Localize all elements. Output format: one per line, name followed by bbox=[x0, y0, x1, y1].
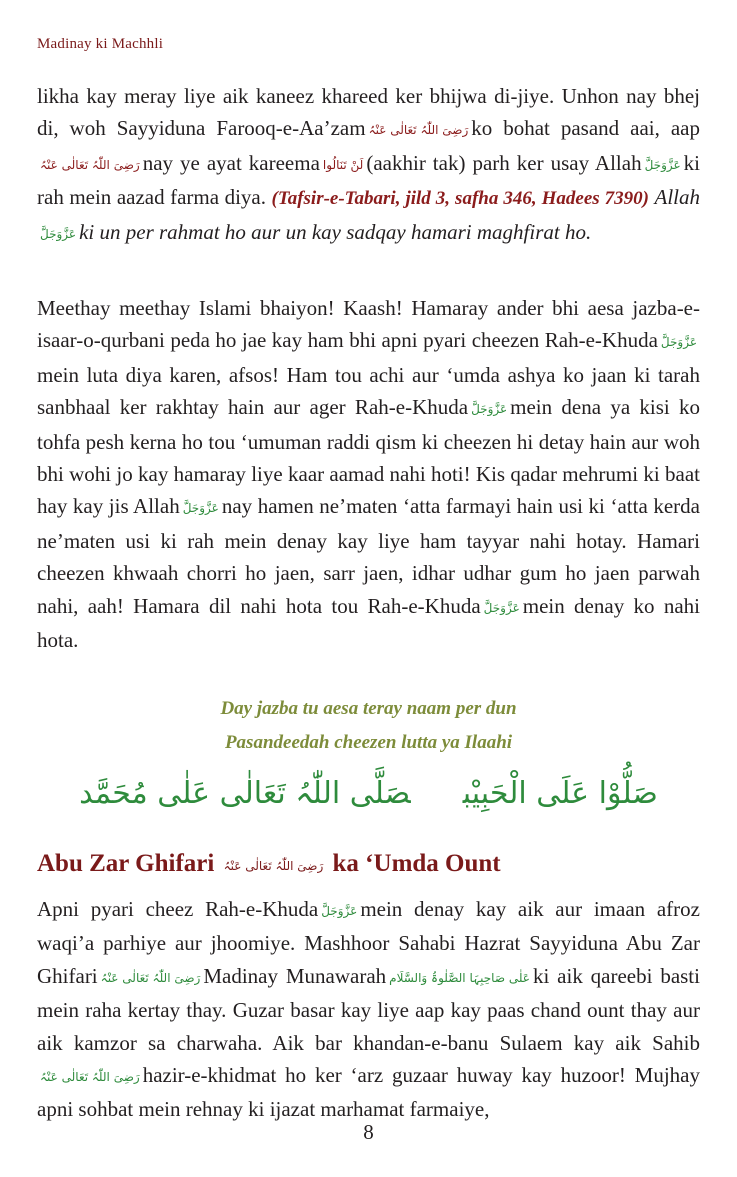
page-number: 8 bbox=[363, 1120, 374, 1144]
running-header: Madinay ki Machhli bbox=[37, 36, 164, 52]
paragraph-3: Apni pyari cheez Rah-e-Khuda عَزَّوَجَلَّ mein denay kay aik aur imaan afroz waqi’a parhiye aur jhoomiye. Mashhoor Sahabi Hazrat Sayyiduna Abu Zar Ghifari رَضِیَ اللّٰہُ تَعَالٰی عَنْہُ Madinay Munawarah عَلٰی صَاحِبِہَا الصَّلٰوۃُ وَالسَّلَام ki aik qareebi basti mein raha kertay thay. Guzar basar kay liye aap kay paas chand ount thay aur aik kamzor sa charwaha. Aik bar khandan-e-banu Sulaem kay aik Sahibرَضِیَ اللّٰہُ تَعَالٰی عَنْہُ hazir-e-khidmat ho ker ‘arz guzaar huway kay huzoor! Mujhay apni sohbat mein rehnay ki ijazat marhamat farmaiye, bbox=[37, 897, 700, 1122]
honorific-azza-wa-jal: عَزَّوَجَلَّ bbox=[660, 335, 697, 350]
honorific-azza-wa-jal: عَزَّوَجَلَّ bbox=[321, 904, 358, 918]
honorific-azza-wa-jal: عَزَّوَجَلَّ bbox=[182, 501, 219, 516]
honorific-radi-allahu-anhu: رَضِیَ اللّٰہُ تَعَالٰی عَنْہُ bbox=[223, 859, 324, 873]
paragraph-1: likha kay meray liye aik kaneez khareed ker bhijwa di-jiye. Unhon nay bhej di, woh Sayyiduna Farooq-e-Aa’zam رَضِیَ اللّٰہُ تَعَالٰی عَنْہُ ko bohat pasand aai, aapرَضِیَ اللّٰہُ تَعَالٰی عَنْہُ nay ye ayat kareema لَنْ تَنَالُوا (aakhir tak) parh ker usay Allah عَزَّوَجَلَّ ki rah mein aazad farma diya. (Tafsir-e-Tabari, jild 3, safha 346, Hadees 7390) Allahعَزَّوَجَلَّ ki un per rahmat ho aur un kay sadqay hamari maghfirat ho. bbox=[37, 80, 700, 250]
honorific-ala-sahibiha: عَلٰی صَاحِبِہَا الصَّلٰوۃُ وَالسَّلَام bbox=[389, 970, 530, 985]
durood-salu-alal-habib: صَلُّوْا عَلَی الْحَبِیْب bbox=[462, 776, 658, 811]
durood-sallallahu: صَلَّی اللّٰہُ تَعَالٰی عَلٰی مُحَمَّد bbox=[79, 776, 411, 811]
section-heading: Abu Zar Ghifari رَضِیَ اللّٰہُ تَعَالٰی عَنْہُ ka ‘Umda Ount bbox=[37, 850, 501, 877]
durood-line bbox=[37, 776, 700, 811]
ayat-lan-tanalu: لَنْ تَنَالُوا bbox=[322, 157, 364, 172]
reference-citation: (Tafsir-e-Tabari, jild 3, safha 346, Hadees 7390) bbox=[271, 188, 649, 210]
couplet-line-2: Pasandeedah cheezen lutta ya Ilaahi bbox=[224, 732, 513, 753]
honorific-azza-wa-jal: عَزَّوَجَلَّ bbox=[471, 402, 508, 417]
honorific-azza-wa-jal: عَزَّوَجَلَّ bbox=[483, 600, 520, 615]
honorific-radi-allahu-anhu: رَضِیَ اللّٰہُ تَعَالٰی عَنْہُ bbox=[40, 157, 140, 172]
paragraph-2: Meethay meethay Islami bhaiyon! Kaash! Hamaray ander bhi aesa jazba-e-isaar-o-qurbani peda ho jae kay ham bhi apni pyari cheezen Rah-e-Khuda عَزَّوَجَلَّmein luta diya karen, afsos! Ham tou achi aur ‘umda ashya ko jaan ki tarah sanbhaal ker rakhtay hain aur ager Rah-e-Khuda عَزَّوَجَلَّ mein dena ya kisi ko tohfa pesh kerna ho tou ‘umuman raddi qism ki cheezen hi detay hain aur woh bhi wohi jo kay hamaray liye kaar aamad nahi hoti! Kis qadar mehrumi ki baat hay kay jis Allah عَزَّوَجَلَّ nay hamen ne’maten ‘atta farmayi hain usi ki ‘atta kerda ne’maten usi ki rah mein denay kay liye ham tayyar nahi hotay. Hamari cheezen khwaah chorri ho jaen, sarr jaen, idhar udhar gum ho jaen parwah nahi, aah! Hamara dil nahi hota tou Rah-e-Khuda عَزَّوَجَلَّ mein denay ko nahi hota. bbox=[37, 296, 700, 653]
honorific-radi-allahu-anhu: رَضِیَ اللّٰہُ تَعَالٰی عَنْہُ bbox=[100, 970, 201, 985]
honorific-azza-wa-jal: عَزَّوَجَلَّ bbox=[40, 226, 77, 241]
couplet-line-1: Day jazba tu aesa teray naam per dun bbox=[220, 698, 517, 719]
honorific-radi-allahu-anhu: رَضِیَ اللّٰہُ تَعَالٰی عَنْہُ bbox=[368, 123, 469, 138]
honorific-radi-allahu-anhu: رَضِیَ اللّٰہُ تَعَالٰی عَنْہُ bbox=[40, 1070, 140, 1085]
honorific-azza-wa-jal: عَزَّوَجَلَّ bbox=[644, 157, 681, 172]
